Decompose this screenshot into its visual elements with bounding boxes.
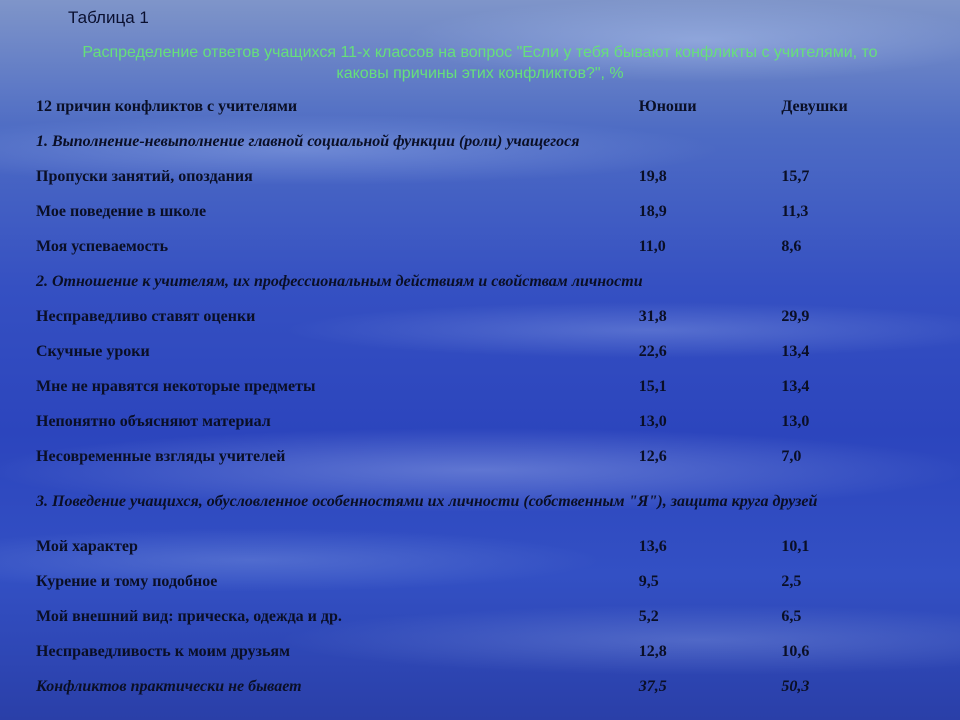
- row-boys-value: 12,8: [638, 642, 667, 660]
- row-boys-value: 18,9: [638, 202, 667, 220]
- section-title: 3. Поведение учащихся, обусловленное особенностями их личности (собственным "Я"), защита круга друзей: [36, 492, 818, 510]
- summary-girls-value: 50,3: [781, 677, 810, 695]
- summary-reason: Конфликтов практически не бывает: [36, 677, 302, 695]
- row-girls-value: 7,0: [781, 447, 802, 465]
- table-row: [34, 194, 930, 229]
- section-title: 2. Отношение к учителям, их профессиональным действиям и свойствам личности: [36, 272, 643, 290]
- row-boys-value: 31,8: [638, 307, 667, 325]
- slide-label: Таблица 1: [68, 8, 149, 27]
- table-row: [34, 564, 930, 599]
- summary-row: [34, 669, 930, 704]
- header-girls: Девушки: [781, 97, 848, 115]
- summary-boys-value: 37,5: [638, 677, 667, 695]
- section-row: [34, 124, 930, 159]
- row-boys-value: 22,6: [638, 342, 667, 360]
- row-boys-value: 13,6: [638, 537, 667, 555]
- table-row: [34, 439, 930, 474]
- table-row: [34, 529, 930, 564]
- row-boys-value: 12,6: [638, 447, 667, 465]
- table-row: [34, 159, 930, 194]
- row-boys-value: 13,0: [638, 412, 667, 430]
- row-boys-value: 5,2: [638, 607, 659, 625]
- row-reason: Мой внешний вид: прическа, одежда и др.: [36, 607, 342, 625]
- row-reason: Мне не нравятся некоторые предметы: [36, 377, 316, 395]
- row-reason: Несправедливость к моим друзьям: [36, 642, 290, 660]
- section-row: [34, 264, 930, 299]
- conflict-reasons-table: [34, 89, 930, 704]
- row-girls-value: 10,1: [781, 537, 810, 555]
- row-boys-value: 15,1: [638, 377, 667, 395]
- header-boys: Юноши: [638, 97, 697, 115]
- table-row: [34, 599, 930, 634]
- row-reason: Мое поведение в школе: [36, 202, 207, 220]
- row-reason: Несправедливо ставят оценки: [36, 307, 256, 325]
- slide-title: Распределение ответов учащихся 11-х классов на вопрос "Если у тебя бывают конфликты с учителями, то каковы причины этих конфликтов?", %: [82, 44, 878, 82]
- row-girls-value: 13,4: [781, 377, 810, 395]
- table-row: [34, 404, 930, 439]
- row-reason: Моя успеваемость: [36, 237, 169, 255]
- row-boys-value: 19,8: [638, 167, 667, 185]
- row-girls-value: 2,5: [781, 572, 802, 590]
- row-boys-value: 11,0: [638, 237, 666, 255]
- section-title: 1. Выполнение-невыполнение главной социальной функции (роли) учащегося: [36, 132, 580, 150]
- table-row: [34, 229, 930, 264]
- table-row: [34, 369, 930, 404]
- row-reason: Непонятно объясняют материал: [36, 412, 271, 430]
- row-reason: Мой характер: [36, 537, 138, 555]
- section-row: [34, 474, 930, 529]
- table-row: [34, 334, 930, 369]
- row-reason: Пропуски занятий, опоздания: [36, 167, 253, 185]
- row-girls-value: 13,4: [781, 342, 810, 360]
- row-boys-value: 9,5: [638, 572, 659, 590]
- header-row: [34, 89, 930, 124]
- row-reason: Курение и тому подобное: [36, 572, 218, 590]
- row-girls-value: 29,9: [781, 307, 810, 325]
- row-reason: Несовременные взгляды учителей: [36, 447, 286, 465]
- row-girls-value: 15,7: [781, 167, 810, 185]
- row-girls-value: 10,6: [781, 642, 810, 660]
- row-girls-value: 13,0: [781, 412, 810, 430]
- table-row: [34, 634, 930, 669]
- row-girls-value: 6,5: [781, 607, 802, 625]
- row-girls-value: 11,3: [781, 202, 809, 220]
- table-row: [34, 299, 930, 334]
- row-reason: Скучные уроки: [36, 342, 150, 360]
- row-girls-value: 8,6: [781, 237, 802, 255]
- header-reason: 12 причин конфликтов с учителями: [36, 97, 298, 115]
